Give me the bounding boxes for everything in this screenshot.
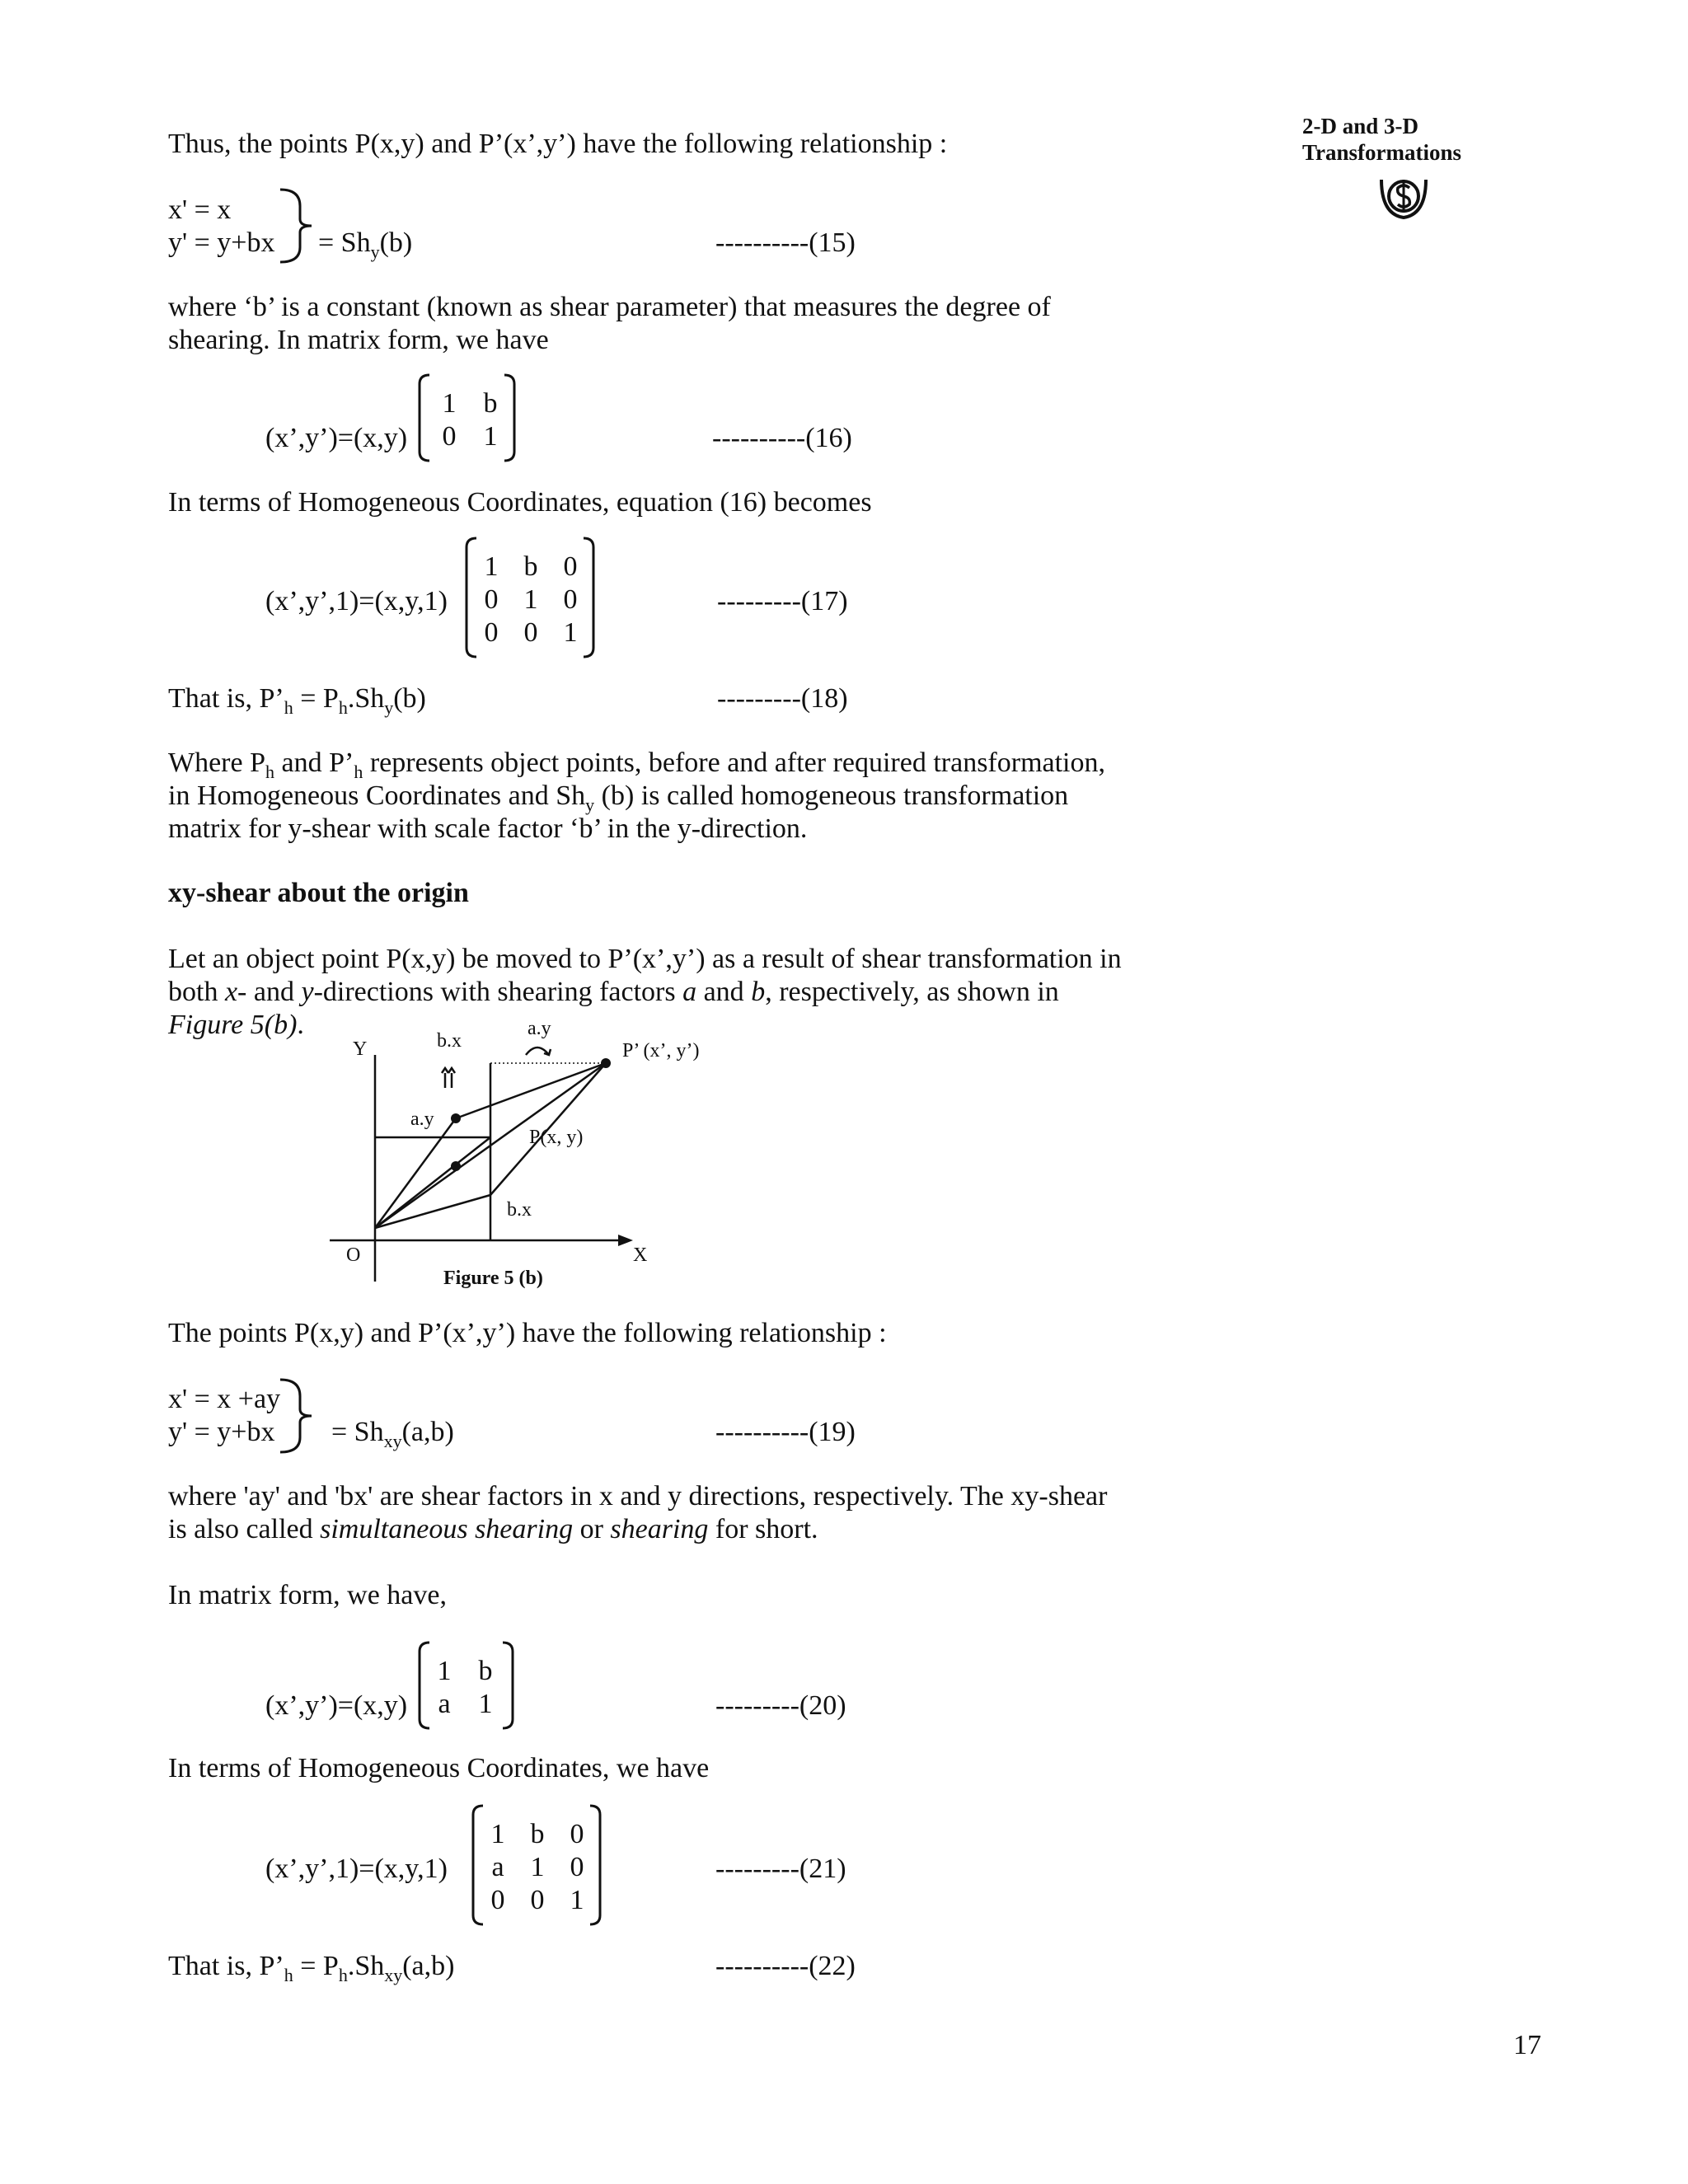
shear-factors-text-2: is also called simultaneous shearing or shearing for short. [168, 1514, 818, 1544]
shear-line [456, 1063, 606, 1118]
matrix-cell: 1 [570, 1885, 584, 1915]
matrix-cell: 0 [570, 1852, 584, 1882]
up-arrow-icon [442, 1068, 455, 1088]
object-point-text-3: Figure 5(b). [168, 1010, 304, 1040]
header-line2: Transformations [1302, 140, 1461, 165]
matrix-cell: b [530, 1819, 545, 1849]
matrix-cell: 1 [523, 584, 538, 615]
ay-top-label: a.y [528, 1022, 551, 1039]
eq20-matrix [424, 1655, 506, 1721]
section-heading: xy-shear about the origin [168, 878, 469, 908]
eq16-matrix [429, 387, 511, 453]
section-header [1302, 113, 1461, 166]
p-label: P(x, y) [529, 1127, 584, 1148]
matrix-cell: 1 [442, 388, 457, 419]
relationship-text: The points P(x,y) and P’(x’,y’) have the following relationship : [168, 1318, 887, 1348]
matrix-cell: 0 [563, 551, 578, 582]
matrix-cell: 0 [523, 617, 538, 648]
eq20-number: ---------(20) [715, 1690, 846, 1721]
right-brace-icon [277, 1378, 318, 1454]
right-bracket-icon [501, 373, 518, 463]
eq15-line2: y' = y+bx [168, 227, 275, 258]
shear-parameter-text-1: where ‘b’ is a constant (known as shear parameter) that measures the degree of [168, 292, 1051, 322]
eq20-lhs: (x’,y’)=(x,y) [265, 1690, 408, 1721]
point-p-prime [601, 1058, 611, 1068]
eq18-number: ---------(18) [717, 683, 848, 714]
header-line1: 2-D and 3-D [1302, 114, 1419, 138]
matrix-cell: 0 [442, 421, 457, 452]
ay-left-label: a.y [410, 1108, 434, 1130]
shear-parameter-text-2: shearing. In matrix form, we have [168, 325, 549, 355]
where-ph-text-2: in Homogeneous Coordinates and $Sh_y$ (b) is called homogeneous transformation [168, 780, 1069, 815]
matrix-form-text: In matrix form, we have, [168, 1580, 447, 1610]
eq16-lhs: (x’,y’)=(x,y) [265, 423, 408, 453]
eq21-matrix [478, 1818, 597, 1917]
origin-label: O [346, 1244, 361, 1266]
eq15-number: ----------(15) [715, 227, 856, 258]
object-point-text-2: both x- and y-directions with shearing factors a and b, respectively, as shown in [168, 977, 1059, 1007]
right-bracket-icon [499, 1640, 516, 1731]
matrix-cell: 1 [484, 551, 499, 582]
homogeneous-coords-text: In terms of Homogeneous Coordinates, we have [168, 1753, 710, 1783]
matrix-cell: 0 [484, 617, 499, 648]
matrix-cell: 1 [478, 1689, 493, 1719]
eq19-line2: y' = y+bx [168, 1417, 275, 1447]
point-ay [451, 1113, 461, 1123]
matrix-cell: b [478, 1656, 493, 1686]
eq19-rhs: = $Sh_{xy}(a,b)$ [331, 1417, 454, 1451]
bx-top-label: b.x [437, 1030, 462, 1052]
y-axis-label: Y [353, 1038, 368, 1060]
matrix-cell: 1 [563, 617, 578, 648]
matrix-cell: a [491, 1852, 504, 1882]
shear-line [375, 1195, 490, 1228]
point-p [451, 1161, 461, 1171]
eq19-number: ----------(19) [715, 1417, 856, 1447]
matrix-cell: 1 [490, 1819, 505, 1849]
homogeneous-intro-text: In terms of Homogeneous Coordinates, equation (16) becomes [168, 487, 872, 518]
university-logo-icon [1375, 173, 1432, 223]
matrix-cell: 0 [570, 1819, 584, 1849]
matrix-cell: b [523, 551, 538, 582]
bx-bottom-label: b.x [507, 1199, 532, 1221]
intro-text: Thus, the points P(x,y) and P’(x’,y’) have the following relationship : [168, 129, 948, 159]
shear-figure [321, 1022, 742, 1294]
page-number: 17 [1513, 2030, 1541, 2060]
matrix-cell: 0 [490, 1885, 505, 1915]
right-bracket-icon [587, 1803, 603, 1927]
matrix-cell: 0 [484, 584, 499, 615]
eq15-rhs: = $Sh_y(b)$ [318, 227, 413, 262]
shear-factors-text-1: where 'ay' and 'bx' are shear factors in x and y directions, respectively. The xy-shear [168, 1481, 1108, 1511]
right-brace-icon [277, 188, 318, 264]
eq18-text: That is, $P’_h = P_h.Sh_y(b)$ [168, 683, 426, 718]
figure-caption: Figure 5 (b) [443, 1268, 543, 1289]
curved-arrow-icon [526, 1047, 551, 1055]
eq22-number: ----------(22) [715, 1951, 856, 1981]
eq17-number: ---------(17) [717, 586, 848, 616]
p-prime-label: P’ (x’, y’) [622, 1040, 700, 1062]
matrix-cell: 0 [530, 1885, 545, 1915]
matrix-cell: 1 [530, 1852, 545, 1882]
matrix-cell: 1 [483, 421, 498, 452]
eq17-lhs: (x’,y’,1)=(x,y,1) [265, 586, 448, 616]
matrix-cell: 1 [437, 1656, 452, 1686]
matrix-cell: a [438, 1689, 451, 1719]
eq22-text: That is, $P’_h = P_h.Sh_{xy}(a,b)$ [168, 1951, 455, 1985]
matrix-cell: 0 [563, 584, 578, 615]
where-ph-text-3: matrix for y-shear with scale factor ‘b’ in the y-direction. [168, 813, 808, 844]
eq15-line1: x' = x [168, 194, 232, 225]
x-axis-label: X [633, 1244, 648, 1266]
matrix-cell: b [483, 388, 498, 419]
right-bracket-icon [580, 536, 597, 659]
eq17-matrix [471, 551, 590, 649]
object-point-text-1: Let an object point P(x,y) be moved to P’(x’,y’) as a result of shear transformation in [168, 944, 1122, 974]
eq21-number: ---------(21) [715, 1854, 846, 1884]
x-axis-arrowhead [618, 1235, 633, 1246]
eq21-lhs: (x’,y’,1)=(x,y,1) [265, 1854, 448, 1884]
where-ph-text-1: Where $P_h$ and $P’_h$ represents object points, before and after required transformation, [168, 748, 1105, 782]
eq16-number: ----------(16) [712, 423, 852, 453]
eq19-line1: x' = x +ay [168, 1384, 281, 1414]
